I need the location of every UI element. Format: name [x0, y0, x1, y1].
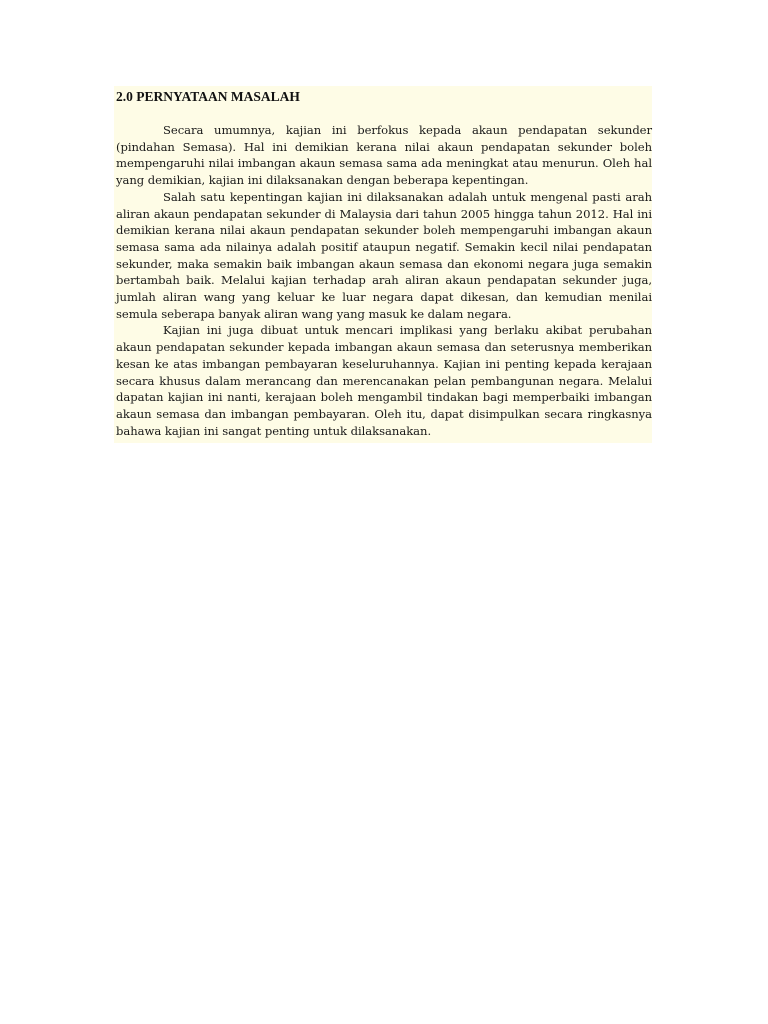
section-heading: 2.0 PERNYATAAN MASALAH	[116, 89, 300, 104]
paragraph-1: Secara umumnya, kajian ini berfokus kepada akaun pendapatan sekunder (pindahan Semasa). Hal ini demikian kerana nilai akaun pendapatan sekunder boleh mempengaruhi nilai imbangan akaun semasa sama ada meningkat atau menurun. Oleh hal yang demikian, kajian ini dilaksanakan dengan beberapa kepentingan.	[116, 123, 652, 188]
paragraph-2: Salah satu kepentingan kajian ini dilaksanakan adalah untuk mengenal pasti arah aliran akaun pendapatan sekunder di Malaysia dari tahun 2005 hingga tahun 2012. Hal ini demikian kerana nilai akaun pendapatan sekunder boleh mempengaruhi imbangan akaun semasa sama ada nilainya adalah positif ataupun negatif. Semakin kecil nilai pendapatan sekunder, maka semakin baik imbangan akaun semasa dan ekonomi negara juga semakin bertambah baik. Melalui kajian terhadap arah aliran akaun pendapatan sekunder juga, jumlah aliran wang yang keluar ke luar negara dapat dikesan, dan kemudian menilai semula seberapa banyak aliran wang yang masuk ke dalam negara.	[116, 189, 652, 321]
paragraph-3: Kajian ini juga dibuat untuk mencari implikasi yang berlaku akibat perubahan akaun pendapatan sekunder kepada imbangan akaun semasa dan seterusnya memberikan kesan ke atas imbangan pembayaran keseluruhannya. Kajian ini penting kepada kerajaan secara khusus dalam merancang dan merencanakan pelan pembangunan negara. Melalui dapatan kajian ini nanti, kerajaan boleh mengambil tindakan bagi memperbaiki imbangan akaun semasa dan imbangan pembayaran. Oleh itu, dapat disimpulkan secara ringkasnya bahawa kajian ini sangat penting untuk dilaksanakan.	[116, 323, 652, 438]
text-block	[114, 86, 652, 443]
